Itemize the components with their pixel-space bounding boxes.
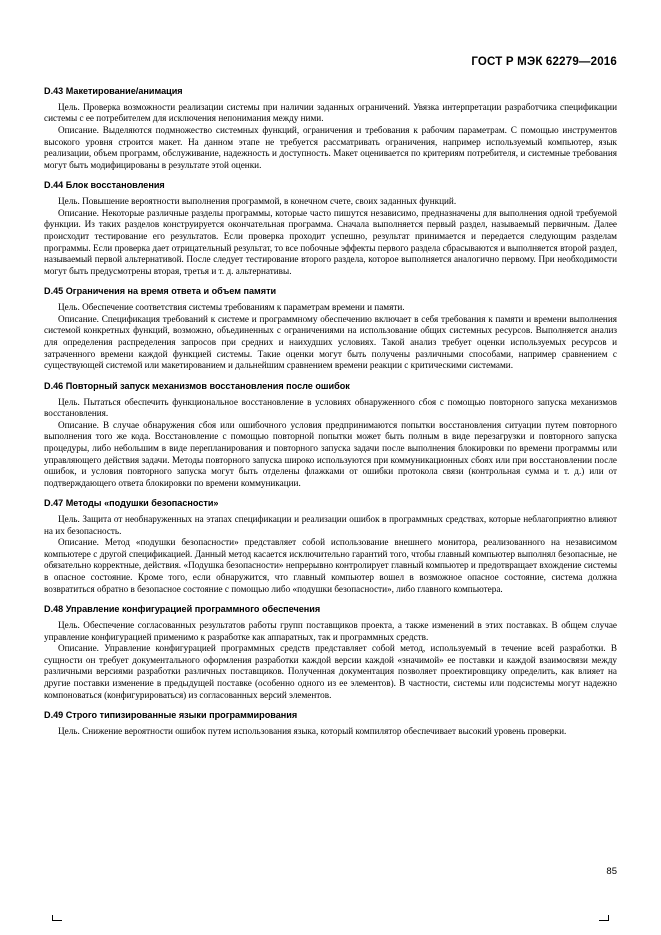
- section-paragraph: Описание. Метод «подушки безопасности» представляет собой использование внешнего монитора, реализованного на независимом компьютере с другой спецификацией. Данный метод касается исключительно гарантий того, чтобы главный компьютер выполнял безопасные, не обязательно корректные, действия. «Подушка безопасности» непрерывно контролирует главный компьютер и предотвращает вхождение системы в опасное состояние. Кроме того, если обнаружится, что главный компьютер вошел в возможное опасное состояние, система должна возвратиться обратно в безопасное состояние с помощью либо «подушки безопасности», либо главного компьютера.: [44, 537, 617, 594]
- page-header: ГОСТ Р МЭК 62279—2016: [471, 56, 617, 68]
- section-paragraph: Описание. Управление конфигурацией программных средств представляет собой метод, используемый в течение всей разработки. В сущности он требует документального оформления разработки каждой версии каждой «значимой» ее поставки и каждой взаимосвязи между различными версиями разработки различных поставщиков. Полученная документация позволяет проектировщику определить, как влияет на другие поставки изменение в предыдущей поставке (особенно одного из ее элементов). В частности, системы или подсистемы могут надежно компоноваться (конфигурироваться) из согласованных версий элементов.: [44, 643, 617, 700]
- page-content: [44, 56, 617, 738]
- section-paragraph: Цель. Снижение вероятности ошибок путем использования языка, который компилятор обеспечивает высокий уровень проверки.: [58, 726, 567, 737]
- section-heading-d49: D.49 Строго типизированные языки программирования: [44, 710, 298, 721]
- section-heading-d48: D.48 Управление конфигурацией программного обеспечения: [44, 604, 321, 615]
- section-heading-d46: D.46 Повторный запуск механизмов восстановления после ошибок: [44, 380, 350, 391]
- section-heading-d44: D.44 Блок восстановления: [44, 180, 165, 191]
- section-paragraph: Цель. Проверка возможности реализации системы при наличии заданных ограничений. Увязка интерпретации разработчика спецификации системы с ее потребителем для исключения непонимания между ними.: [44, 101, 617, 124]
- section-paragraph: Цель. Обеспечение соответствия системы требованиям к параметрам времени и памяти.: [58, 302, 405, 313]
- section-heading-d47: D.47 Методы «подушки безопасности»: [44, 498, 219, 509]
- section-heading-d43: D.43 Макетирование/анимация: [44, 86, 183, 96]
- section-paragraph: Описание. В случае обнаружения сбоя или ошибочного условия предпринимаются попытки восстановления ситуации путем повторного выполнения того же кода. Восстановление с помощью повторной попытки может быть полным в виде перезагрузки и повторного запуска процедуры, либо небольшим в виде перепланирования и повторного запуска задачи после выполнения блокировки по времени программы или управляющего действия задачи. Методы повторного запуска широко используются при коммуникационных сбоях или при восстановлении после ошибок, и условия повторного запуска могут быть отделены флажками от ошибки протокола связи (контрольная сумма и т. д.) или от подтверждающего ответа блокировки по времени коммуникации.: [44, 419, 617, 488]
- section-heading-d45: D.45 Ограничения на время ответа и объем памяти: [44, 286, 277, 297]
- section-paragraph: Цель. Защита от необнаруженных на этапах спецификации и реализации ошибок в программных средствах, которые неблагоприятно влияют на их безопасность.: [44, 514, 617, 536]
- corner-mark-left: [52, 915, 62, 921]
- section-paragraph: Цель. Повышение вероятности выполнения программой, в конечном счете, своих заданных функций.: [58, 196, 457, 207]
- section-paragraph: Описание. Спецификация требований к системе и программному обеспечению включает в себя требования к памяти и времени выполнения системой конкретных функций, возможно, объединенных с ограничениями на использование общих системных ресурсов. Выполняется анализ для определения распределения запросов при средних и наихудших условиях. Такой анализ требует оценки используемых ресурсов и затраченного времени каждой функцией системы. Такие оценки могут быть получены различными способами, например сравнением с существующей системой или макетированием и дальнейшим сравнением времени реакции с критическими системами.: [44, 313, 617, 371]
- section-paragraph: Описание. Выделяются подмножество системных функций, ограничения и требования к рабочим параметрам. С помощью инструментов высокого уровня строится макет. На данном этапе не требуется рассматривать ограничения, например используемый компьютер, язык реализации, объем программ, обслуживание, надежность и доступность. Макет оценивается по критериям потребителя, и системные требования могут быть модифицированы в результате этой оценки.: [44, 125, 617, 170]
- section-paragraph: Цель. Обеспечение согласованных результатов работы групп поставщиков проекта, а также изменений в этих поставках. В общем случае управление конфигурацией применимо к разработке как аппаратных, так и программных средств.: [44, 620, 617, 642]
- section-paragraph: Описание. Некоторые различные разделы программы, которые часто пишутся независимо, предназначены для выполнения одной требуемой функции. Из таких разделов конструируется окончательная программа. Сначала выполняется первый раздел, называемый первичным. Далее происходит тестирование его результатов. Если проверка проходит успешно, результат принимается и передается следующим разделам программы. Если проверка дает отрицательный результат, то все побочные эффекты первого раздела сбрасываются и выполняется второй раздел, называемый первой альтернативой. После следует тестирование второго раздела, которое выполняется аналогично первому. При необходимости могут быть предусмотрены вторая, третья и т. д. альтернативы.: [44, 207, 617, 276]
- corner-mark-right: [599, 915, 609, 921]
- section-paragraph: Цель. Пытаться обеспечить функциональное восстановление в условиях обнаруженного сбоя с помощью повторного запуска механизмов восстановления.: [44, 396, 617, 419]
- page-number: 85: [606, 866, 617, 877]
